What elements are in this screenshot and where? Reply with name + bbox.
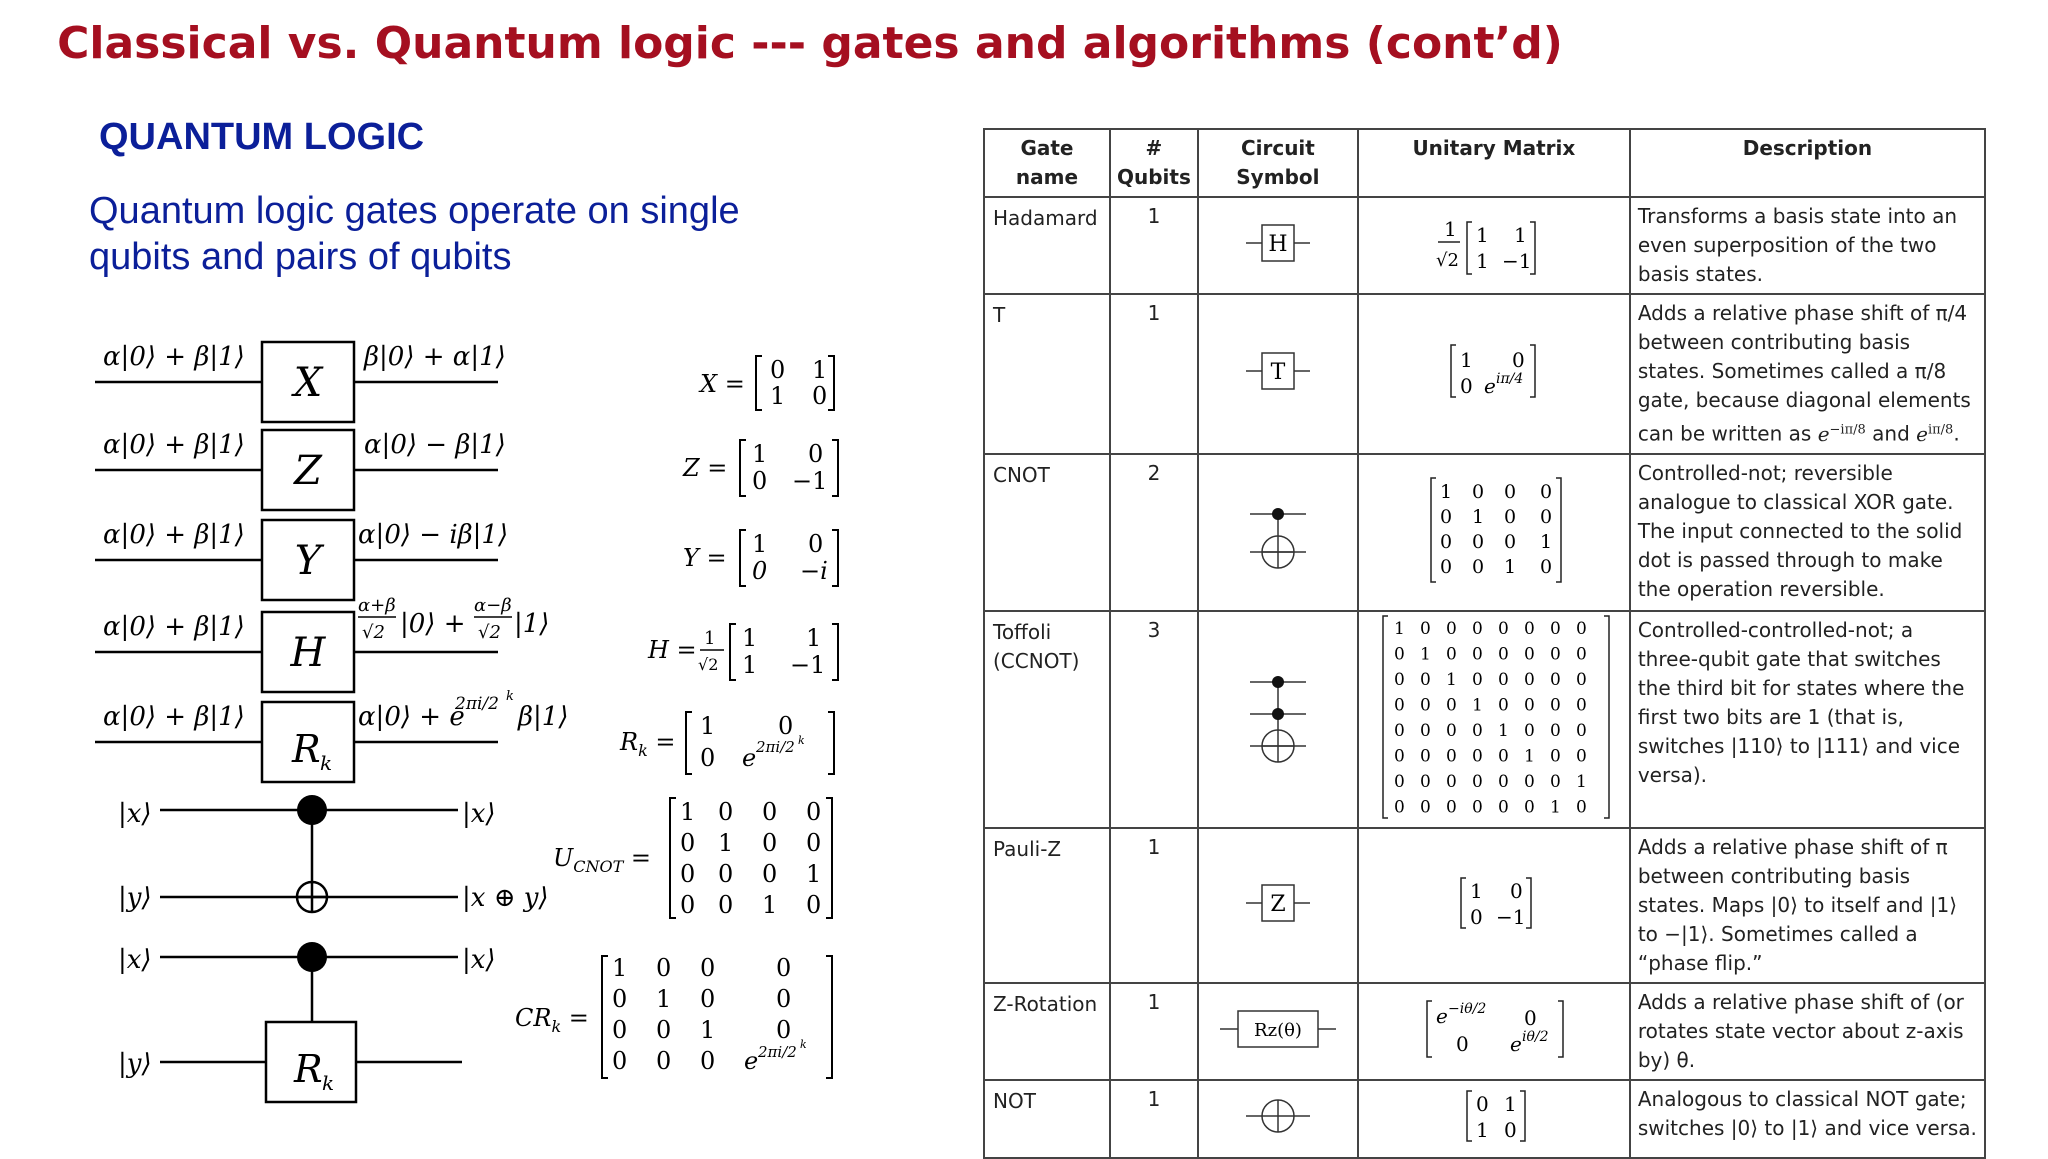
svg-text:1: 1	[742, 651, 758, 679]
qubit-count: 1	[1110, 294, 1198, 454]
svg-text:0: 0	[762, 860, 778, 888]
toffoli-matrix-cell: 0	[1523, 669, 1535, 690]
svg-text:1: 1	[700, 1016, 716, 1044]
svg-text:0: 0	[612, 985, 628, 1013]
toffoli-matrix-cell: 0	[1523, 797, 1535, 818]
cnot-output-x: |x⟩	[462, 799, 496, 829]
table-row	[984, 1080, 1985, 1158]
toffoli-matrix-cell: 0	[1393, 669, 1405, 690]
gate-description: Controlled-controlled-not; a three-qubit gate that switches the third bit for states where the first two bits are 1 (that is, switches |110⟩ to |111⟩ and vice versa).	[1630, 611, 1985, 828]
toffoli-matrix-cell: 1	[1445, 669, 1457, 690]
svg-text:2πi/2: 2πi/2	[758, 1043, 797, 1061]
svg-text:R: R	[294, 1047, 323, 1091]
toffoli-matrix-cell: 0	[1575, 618, 1587, 639]
unitary-matrix-hadamard	[1358, 197, 1630, 294]
toffoli-matrix-cell: 1	[1393, 618, 1405, 639]
crk-matrix-label: $CR_k$ =	[515, 1004, 589, 1036]
z-matrix-label: Z =	[683, 454, 728, 482]
svg-text:0: 0	[612, 1016, 628, 1044]
svg-text:0: 0	[776, 985, 792, 1013]
svg-text:−1: −1	[1501, 249, 1532, 273]
svg-text:Z: Z	[1270, 891, 1286, 917]
toffoli-matrix-cell: 0	[1497, 797, 1509, 818]
toffoli-matrix-cell: 0	[1393, 771, 1405, 792]
slide-title: Classical vs. Quantum logic --- gates and algorithms (cont’d)	[57, 18, 1563, 69]
svg-text:k: k	[798, 734, 805, 747]
toffoli-matrix-cell: 0	[1419, 695, 1431, 716]
svg-text:k: k	[506, 689, 514, 704]
svg-text:e: e	[744, 1047, 759, 1075]
ucnot-matrix-label: $U_{CNOT}$ =	[553, 844, 652, 876]
header-unitary-matrix: Unitary Matrix	[1358, 129, 1630, 197]
svg-text:0: 0	[752, 557, 768, 585]
svg-text:H: H	[1268, 232, 1288, 257]
crk-input-y: |y⟩	[118, 1049, 152, 1079]
svg-text:1: 1	[762, 891, 778, 919]
toffoli-matrix-cell: 0	[1575, 695, 1587, 716]
svg-text:0: 0	[806, 798, 822, 826]
toffoli-matrix-cell: 0	[1575, 644, 1587, 665]
qubit-count: 3	[1110, 611, 1198, 828]
svg-text:1: 1	[752, 530, 768, 558]
toffoli-matrix-cell: 0	[1471, 644, 1483, 665]
svg-text:2πi/2: 2πi/2	[455, 694, 499, 714]
svg-text:0: 0	[680, 829, 696, 857]
svg-text:1: 1	[1475, 1118, 1489, 1143]
svg-text:|0⟩ +: |0⟩ +	[400, 609, 466, 639]
toffoli-matrix-cell: 0	[1393, 644, 1405, 665]
toffoli-matrix-cell: 0	[1445, 797, 1457, 818]
table-row	[984, 983, 1985, 1080]
header-qubits: # Qubits	[1110, 129, 1198, 197]
gate-description: Transforms a basis state into an even superposition of the two basis states.	[1630, 197, 1985, 294]
z-gate-input: α|0⟩ + β|1⟩	[103, 430, 245, 460]
toffoli-matrix-cell: 0	[1419, 797, 1431, 818]
cnot-input-x: |x⟩	[118, 799, 152, 829]
gate-name: Z-Rotation	[984, 983, 1110, 1080]
crk-output-x: |x⟩	[462, 945, 496, 975]
svg-text:R: R	[292, 727, 321, 771]
section-heading: QUANTUM LOGIC	[99, 116, 425, 158]
z-gate-symbol: Z	[294, 448, 322, 494]
toffoli-matrix-cell: 0	[1575, 720, 1587, 741]
svg-text:0: 0	[1471, 530, 1484, 553]
toffoli-matrix-cell: 0	[1393, 695, 1405, 716]
toffoli-matrix-cell: 0	[1523, 720, 1535, 741]
cnot-input-y: |y⟩	[118, 883, 152, 913]
toffoli-matrix-cell: 0	[1393, 746, 1405, 767]
toffoli-matrix-cell: 0	[1471, 618, 1483, 639]
toffoli-matrix-cell: 0	[1575, 669, 1587, 690]
svg-text:e: e	[1435, 1003, 1448, 1028]
toffoli-matrix-cell: 0	[1445, 771, 1457, 792]
svg-text:√2: √2	[698, 655, 719, 674]
toffoli-matrix-cell: 0	[1497, 771, 1509, 792]
svg-text:1: 1	[1459, 348, 1473, 373]
table-row	[984, 197, 1985, 294]
rk-gate-output	[358, 689, 568, 732]
svg-text:β|1⟩: β|1⟩	[518, 702, 569, 732]
unitary-matrix-not	[1358, 1080, 1630, 1158]
toffoli-matrix-cell: 0	[1497, 618, 1509, 639]
svg-text:0: 0	[806, 891, 822, 919]
toffoli-matrix-cell: 0	[1445, 618, 1457, 639]
header-description: Description	[1630, 129, 1985, 197]
table-header-row	[984, 129, 1985, 197]
svg-text:0: 0	[776, 1016, 792, 1044]
crk-gate-symbol	[293, 1047, 334, 1095]
svg-text:0: 0	[656, 954, 672, 982]
svg-text:1: 1	[1471, 505, 1484, 528]
table-row	[984, 454, 1985, 611]
gate-description: Adds a relative phase shift of π/4 between contributing basis states. Sometimes called a π/8 gate, because diagonal elements can be written as $e^{-i\pi/8}$ and $e^{i\pi/8}$.	[1630, 294, 1985, 454]
svg-text:e: e	[742, 744, 757, 772]
svg-text:1: 1	[752, 440, 768, 468]
toffoli-matrix-cell: 0	[1445, 695, 1457, 716]
toffoli-matrix-cell: 0	[1575, 746, 1587, 767]
svg-text:0: 0	[808, 530, 824, 558]
ucnot-matrix	[680, 798, 821, 919]
svg-text:0: 0	[1475, 1092, 1489, 1117]
svg-text:α+β: α+β	[358, 595, 396, 616]
toffoli-matrix-cell: 0	[1497, 746, 1509, 767]
svg-text:1: 1	[1469, 878, 1483, 903]
svg-text:iπ/4: iπ/4	[1495, 371, 1524, 388]
svg-text:1: 1	[656, 985, 672, 1013]
circuit-symbol-rz	[1198, 983, 1358, 1080]
toffoli-matrix-cell: 0	[1419, 746, 1431, 767]
toffoli-matrix-cell: 0	[1549, 771, 1561, 792]
svg-text:0: 0	[680, 891, 696, 919]
svg-text:0: 0	[1471, 480, 1484, 503]
rk-gate-input: α|0⟩ + β|1⟩	[103, 702, 245, 732]
z-gate-output: α|0⟩ − β|1⟩	[364, 430, 506, 460]
svg-text:1: 1	[806, 624, 822, 652]
gate-description: Adds a relative phase shift of π between contributing basis states. Maps |0⟩ to itself and |1⟩ to −|1⟩. Sometimes called a “phase flip.”	[1630, 828, 1985, 983]
svg-text:0: 0	[1509, 878, 1523, 903]
gate-table	[983, 128, 1986, 1159]
svg-text:0: 0	[1503, 1118, 1517, 1143]
svg-text:−i: −i	[800, 557, 828, 585]
crk-input-x: |x⟩	[118, 945, 152, 975]
unitary-matrix-pauli-z	[1358, 828, 1630, 983]
toffoli-matrix-cell: 0	[1523, 618, 1535, 639]
toffoli-matrix-cell: 0	[1445, 746, 1457, 767]
svg-text:0: 0	[778, 712, 794, 740]
svg-text:1: 1	[1503, 1092, 1517, 1117]
toffoli-matrix-cell: 0	[1523, 644, 1535, 665]
svg-text:√2: √2	[362, 622, 385, 643]
svg-text:−1: −1	[792, 467, 828, 495]
svg-text:0: 0	[612, 1047, 628, 1075]
svg-text:√2: √2	[478, 622, 501, 643]
qubit-count: 1	[1110, 197, 1198, 294]
unitary-matrix-toffoli	[1358, 611, 1630, 828]
svg-text:0: 0	[1439, 555, 1452, 578]
svg-text:0: 0	[700, 954, 716, 982]
svg-text:0: 0	[1459, 374, 1473, 399]
svg-text:0: 0	[812, 382, 828, 410]
h-gate-output	[358, 595, 549, 643]
table-row	[984, 611, 1985, 828]
svg-text:0: 0	[1539, 505, 1552, 528]
gate-description: Adds a relative phase shift of (or rotates state vector about z-axis by) θ.	[1630, 983, 1985, 1080]
toffoli-matrix-cell: 1	[1575, 771, 1587, 792]
svg-text:0: 0	[752, 467, 768, 495]
svg-text:2πi/2: 2πi/2	[756, 738, 795, 756]
toffoli-matrix-cell: 1	[1419, 644, 1431, 665]
svg-text:0: 0	[656, 1047, 672, 1075]
svg-text:α−β: α−β	[474, 595, 512, 616]
svg-text:0: 0	[1439, 505, 1452, 528]
svg-text:0: 0	[1455, 1031, 1469, 1056]
qubit-count: 1	[1110, 1080, 1198, 1158]
rk-matrix-label: $R_k$ =	[620, 728, 676, 760]
svg-text:0: 0	[808, 440, 824, 468]
toffoli-matrix-cell: 0	[1549, 720, 1561, 741]
circuit-symbol-toffoli	[1198, 611, 1358, 828]
toffoli-matrix-cell: 0	[1471, 720, 1483, 741]
svg-text:1: 1	[1475, 249, 1489, 273]
svg-text:|1⟩: |1⟩	[514, 609, 550, 639]
toffoli-matrix-cell: 0	[1497, 644, 1509, 665]
header-gate-name: Gate name	[984, 129, 1110, 197]
toffoli-matrix-cell: 0	[1497, 695, 1509, 716]
svg-text:1: 1	[1443, 217, 1457, 241]
svg-text:e: e	[1509, 1031, 1522, 1056]
gate-name: CNOT	[984, 454, 1110, 611]
circuit-symbol-z	[1198, 828, 1358, 983]
svg-text:0: 0	[700, 744, 716, 772]
qubit-count: 1	[1110, 828, 1198, 983]
svg-text:0: 0	[1511, 348, 1525, 373]
svg-text:1: 1	[1475, 223, 1489, 247]
y-gate-symbol: Y	[294, 538, 322, 584]
toffoli-matrix-cell: 0	[1523, 771, 1535, 792]
unitary-matrix-cnot	[1358, 454, 1630, 611]
svg-text:0: 0	[1503, 505, 1516, 528]
svg-text:1: 1	[680, 798, 696, 826]
toffoli-matrix-cell: 0	[1523, 695, 1535, 716]
y-gate-input: α|0⟩ + β|1⟩	[103, 520, 245, 550]
x-gate-output: β|0⟩ + α|1⟩	[364, 342, 506, 372]
svg-text:1: 1	[718, 829, 734, 857]
svg-text:0: 0	[762, 798, 778, 826]
gate-name: T	[984, 294, 1110, 454]
h-matrix-label: H =	[648, 636, 697, 664]
svg-text:α|0⟩ + e: α|0⟩ + e	[358, 702, 465, 732]
toffoli-matrix-cell: 0	[1549, 669, 1561, 690]
svg-text:1: 1	[742, 624, 758, 652]
toffoli-matrix-cell: 1	[1549, 797, 1561, 818]
svg-text:k: k	[320, 751, 333, 775]
svg-text:0: 0	[1539, 555, 1552, 578]
header-circuit-symbol: Circuit Symbol	[1198, 129, 1358, 197]
toffoli-matrix-cell: 1	[1497, 720, 1509, 741]
crk-matrix	[612, 954, 807, 1075]
unitary-matrix-z-rotation	[1358, 983, 1630, 1080]
svg-text:0: 0	[1539, 480, 1552, 503]
toffoli-matrix-cell: 0	[1549, 746, 1561, 767]
rk-gate-symbol	[291, 727, 332, 775]
gate-description: Controlled-not; reversible analogue to classical XOR gate. The input connected to the solid dot is passed through to make the operation reversible.	[1630, 454, 1985, 611]
h-gate-symbol: H	[290, 630, 326, 676]
toffoli-matrix-cell: 0	[1549, 644, 1561, 665]
svg-text:1: 1	[612, 954, 628, 982]
table-row	[984, 828, 1985, 983]
svg-text:0: 0	[1471, 555, 1484, 578]
toffoli-matrix-cell: 0	[1419, 720, 1431, 741]
gate-description: Analogous to classical NOT gate; switches |0⟩ to |1⟩ and vice versa.	[1630, 1080, 1985, 1158]
toffoli-matrix-cell: 1	[1471, 695, 1483, 716]
svg-text:T: T	[1270, 360, 1286, 386]
circuit-symbol-h	[1198, 197, 1358, 294]
toffoli-matrix-cell: 0	[1549, 695, 1561, 716]
toffoli-matrix-cell: 0	[1393, 720, 1405, 741]
svg-text:1: 1	[770, 382, 786, 410]
svg-text:1: 1	[700, 712, 716, 740]
svg-text:−1: −1	[790, 651, 826, 679]
svg-text:√2: √2	[1435, 250, 1459, 271]
svg-text:1: 1	[1439, 480, 1452, 503]
qubit-count: 2	[1110, 454, 1198, 611]
svg-text:1: 1	[806, 860, 822, 888]
toffoli-matrix-cell: 0	[1419, 618, 1431, 639]
svg-text:0: 0	[656, 1016, 672, 1044]
gate-name: Pauli-Z	[984, 828, 1110, 983]
svg-text:0: 0	[806, 829, 822, 857]
svg-text:0: 0	[718, 860, 734, 888]
svg-text:e: e	[1483, 374, 1496, 399]
svg-text:1: 1	[812, 356, 828, 384]
y-gate-output: α|0⟩ − iβ|1⟩	[358, 520, 509, 550]
qubit-count: 1	[1110, 983, 1198, 1080]
svg-text:0: 0	[776, 954, 792, 982]
table-row	[984, 294, 1985, 454]
circuit-symbol-t	[1198, 294, 1358, 454]
svg-text:0: 0	[1469, 904, 1483, 929]
svg-text:1: 1	[1513, 223, 1527, 247]
svg-text:0: 0	[718, 891, 734, 919]
svg-text:0: 0	[718, 798, 734, 826]
svg-text:1: 1	[704, 628, 716, 649]
toffoli-matrix-cell: 0	[1419, 669, 1431, 690]
gate-name: Hadamard	[984, 197, 1110, 294]
toffoli-matrix-cell: 0	[1393, 797, 1405, 818]
toffoli-matrix-cell: 1	[1523, 746, 1535, 767]
svg-text:0: 0	[680, 860, 696, 888]
unitary-matrix-t	[1358, 294, 1630, 454]
svg-text:0: 0	[1439, 530, 1452, 553]
toffoli-matrix-cell: 0	[1575, 797, 1587, 818]
svg-text:0: 0	[1523, 1005, 1537, 1030]
toffoli-matrix-cell: 0	[1471, 797, 1483, 818]
toffoli-matrix-cell: 0	[1445, 644, 1457, 665]
svg-text:k: k	[322, 1071, 335, 1095]
x-gate-input: α|0⟩ + β|1⟩	[103, 342, 245, 372]
cnot-output-xor: |x ⊕ y⟩	[462, 883, 549, 913]
circuit-symbol-cnot	[1198, 454, 1358, 611]
toffoli-matrix-cell: 0	[1471, 669, 1483, 690]
svg-text:1: 1	[1539, 530, 1552, 553]
intro-line-1: Quantum logic gates operate on single	[89, 190, 740, 232]
gate-name: Toffoli (CCNOT)	[984, 611, 1110, 828]
gate-name: NOT	[984, 1080, 1110, 1158]
svg-text:0: 0	[762, 829, 778, 857]
toffoli-matrix-cell: 0	[1497, 669, 1509, 690]
svg-text:0: 0	[770, 356, 786, 384]
toffoli-matrix-cell: 0	[1549, 618, 1561, 639]
toffoli-matrix-cell: 0	[1419, 771, 1431, 792]
x-gate-symbol: X	[293, 360, 323, 406]
toffoli-matrix-cell: 0	[1471, 771, 1483, 792]
svg-text:k: k	[800, 1038, 807, 1051]
h-gate-input: α|0⟩ + β|1⟩	[103, 612, 245, 642]
svg-text:0: 0	[700, 1047, 716, 1075]
svg-text:1: 1	[1503, 555, 1516, 578]
svg-text:−iθ/2: −iθ/2	[1447, 1000, 1487, 1017]
svg-text:iθ/2: iθ/2	[1521, 1028, 1549, 1045]
svg-text:0: 0	[1503, 530, 1516, 553]
toffoli-matrix-cell: 0	[1471, 746, 1483, 767]
intro-line-2: qubits and pairs of qubits	[89, 236, 512, 278]
toffoli-matrix-cell: 0	[1445, 720, 1457, 741]
circuit-diagrams	[0, 0, 980, 1152]
svg-text:0: 0	[700, 985, 716, 1013]
svg-text:0: 0	[1503, 480, 1516, 503]
svg-text:−1: −1	[1495, 904, 1526, 929]
circuit-symbol-not	[1198, 1080, 1358, 1158]
x-matrix-label: X =	[700, 370, 745, 398]
svg-text:Rz(θ): Rz(θ)	[1253, 1019, 1302, 1041]
y-matrix-label: Y =	[683, 544, 727, 572]
